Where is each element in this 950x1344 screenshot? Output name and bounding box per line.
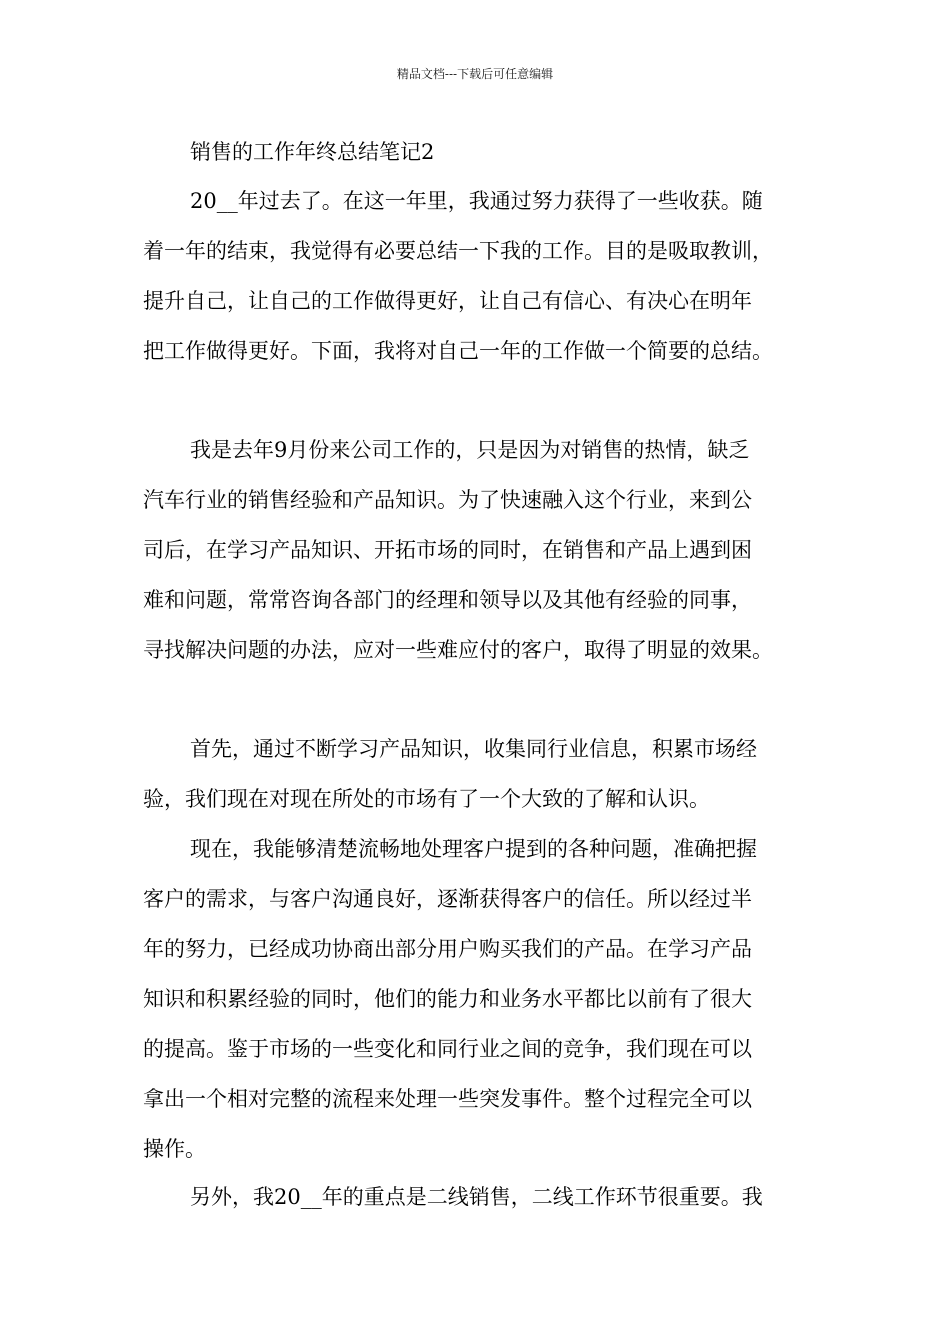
document-title: 销售的工作年终总结笔记2 [190, 140, 435, 164]
paragraph-line: 我是去年9月份来公司工作的，只是因为对销售的热情，缺乏 [190, 438, 750, 462]
paragraph-line: 拿出一个相对完整的流程来处理一些突发事件。整个过程完全可以 [143, 1087, 752, 1111]
paragraph-3 [143, 724, 757, 824]
paragraph-line: 首先，通过不断学习产品知识，收集同行业信息，积累市场经 [190, 737, 757, 761]
paragraph-5 [143, 1172, 763, 1222]
paragraph-line: 的提高。鉴于市场的一些变化和同行业之间的竞争，我们现在可以 [143, 1037, 752, 1061]
paragraph-line: 着一年的结束，我觉得有必要总结一下我的工作。目的是吸取教训， [143, 239, 773, 263]
page-header: 精品文档---下载后可任意编辑 [396, 67, 554, 81]
paragraph-2 [143, 425, 773, 675]
paragraph-4 [143, 824, 757, 1174]
paragraph-line: 提升自己，让自己的工作做得更好，让自己有信心、有决心在明年 [143, 289, 752, 313]
paragraph-line: 现在，我能够清楚流畅地处理客户提到的各种问题，准确把握 [190, 837, 757, 861]
paragraph-line: 20__年过去了。在这一年里，我通过努力获得了一些收获。随 [190, 189, 763, 213]
paragraph-line: 汽车行业的销售经验和产品知识。为了快速融入这个行业，来到公 [143, 488, 752, 512]
paragraph-line: 另外，我20__年的重点是二线销售，二线工作环节很重要。我 [190, 1185, 763, 1209]
paragraph-line: 年的努力，已经成功协商出部分用户购买我们的产品。在学习产品 [143, 937, 752, 961]
paragraph-line: 验，我们现在对现在所处的市场有了一个大致的了解和认识。 [143, 787, 710, 811]
paragraph-line: 客户的需求，与客户沟通良好，逐渐获得客户的信任。所以经过半 [143, 887, 752, 911]
paragraph-line: 难和问题，常常咨询各部门的经理和领导以及其他有经验的同事， [143, 588, 752, 612]
paragraph-line: 把工作做得更好。下面，我将对自己一年的工作做一个简要的总结。 [143, 339, 773, 363]
paragraph-line: 司后，在学习产品知识、开拓市场的同时，在销售和产品上遇到困 [143, 538, 752, 562]
paragraph-1 [143, 176, 773, 376]
paragraph-line: 寻找解决问题的办法，应对一些难应付的客户，取得了明显的效果。 [143, 638, 773, 662]
paragraph-line: 知识和积累经验的同时，他们的能力和业务水平都比以前有了很大 [143, 987, 752, 1011]
paragraph-line: 操作。 [143, 1137, 206, 1161]
